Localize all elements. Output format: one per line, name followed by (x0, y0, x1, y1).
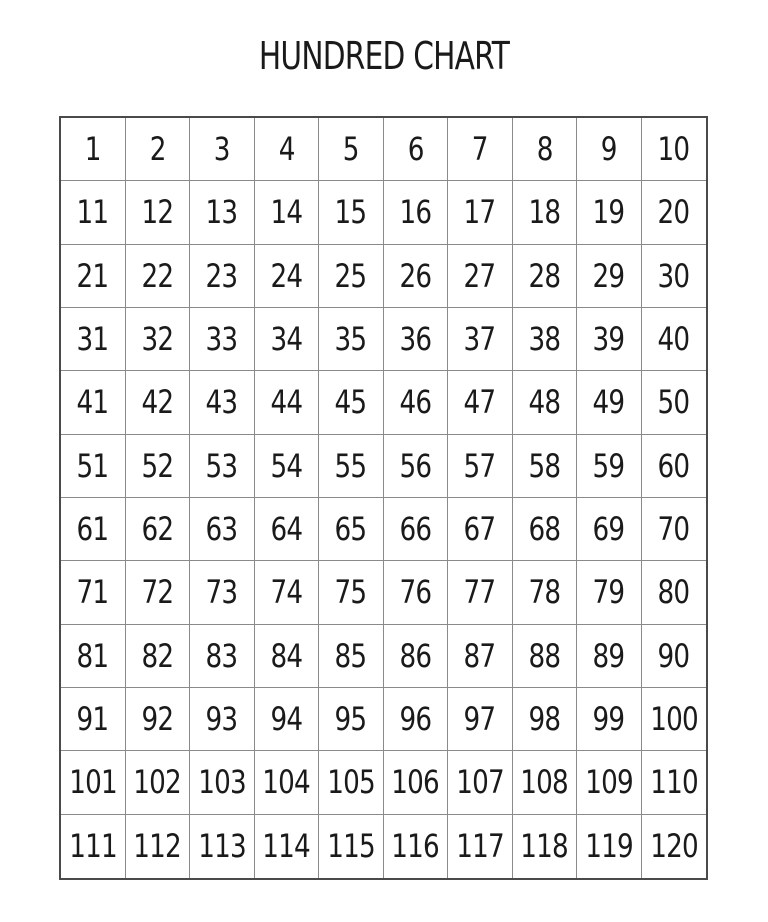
number-cell (126, 625, 191, 688)
number-cell (513, 561, 578, 624)
number-label: 22 (141, 256, 174, 295)
number-cell (319, 118, 384, 181)
number-label: 14 (270, 193, 303, 232)
number-cell (255, 245, 320, 308)
number-label: 1 (84, 130, 101, 169)
number-label: 105 (326, 763, 375, 802)
number-label: 111 (68, 827, 117, 866)
number-cell (642, 498, 707, 561)
number-cell (577, 498, 642, 561)
number-label: 59 (592, 446, 625, 485)
number-label: 33 (205, 320, 238, 359)
page-title: HUNDRED CHART (258, 34, 510, 78)
number-cell (126, 815, 191, 878)
number-cell (190, 498, 255, 561)
number-label: 76 (399, 573, 432, 612)
number-cell (126, 561, 191, 624)
number-cell (190, 308, 255, 371)
number-cell (61, 118, 126, 181)
number-label: 29 (592, 256, 625, 295)
number-cell (513, 751, 578, 814)
number-label: 56 (399, 446, 432, 485)
hundred-chart-grid (59, 116, 708, 880)
number-cell (577, 118, 642, 181)
number-label: 26 (399, 256, 432, 295)
number-label: 38 (528, 320, 561, 359)
number-cell (513, 435, 578, 498)
number-label: 53 (205, 446, 238, 485)
number-label: 114 (262, 827, 311, 866)
number-cell (642, 815, 707, 878)
number-cell (61, 688, 126, 751)
number-label: 92 (141, 700, 174, 739)
number-cell (255, 371, 320, 434)
number-label: 35 (334, 320, 367, 359)
number-cell (384, 371, 449, 434)
number-cell (190, 815, 255, 878)
number-label: 71 (76, 573, 109, 612)
number-cell (513, 498, 578, 561)
number-label: 84 (270, 636, 303, 675)
number-cell (190, 118, 255, 181)
number-label: 2 (149, 130, 166, 169)
number-cell (319, 561, 384, 624)
number-label: 99 (592, 700, 625, 739)
number-cell (190, 625, 255, 688)
number-label: 42 (141, 383, 174, 422)
number-label: 83 (205, 636, 238, 675)
number-label: 34 (270, 320, 303, 359)
number-cell (448, 625, 513, 688)
number-label: 117 (455, 827, 504, 866)
number-label: 62 (141, 510, 174, 549)
number-cell (190, 561, 255, 624)
number-cell (255, 815, 320, 878)
number-cell (126, 498, 191, 561)
number-cell (126, 308, 191, 371)
number-cell (384, 498, 449, 561)
number-cell (577, 371, 642, 434)
number-cell (126, 435, 191, 498)
number-label: 10 (657, 130, 690, 169)
number-label: 78 (528, 573, 561, 612)
number-cell (384, 561, 449, 624)
number-label: 93 (205, 700, 238, 739)
number-cell (448, 751, 513, 814)
number-cell (577, 751, 642, 814)
number-label: 88 (528, 636, 561, 675)
number-cell (642, 308, 707, 371)
number-cell (319, 371, 384, 434)
number-label: 102 (133, 763, 182, 802)
number-label: 94 (270, 700, 303, 739)
number-label: 79 (592, 573, 625, 612)
number-cell (642, 435, 707, 498)
number-cell (642, 245, 707, 308)
number-label: 18 (528, 193, 561, 232)
number-label: 48 (528, 383, 561, 422)
number-label: 98 (528, 700, 561, 739)
number-cell (448, 308, 513, 371)
number-cell (448, 815, 513, 878)
number-cell (319, 245, 384, 308)
number-label: 17 (463, 193, 496, 232)
number-cell (190, 751, 255, 814)
number-label: 52 (141, 446, 174, 485)
number-cell (384, 688, 449, 751)
number-label: 112 (133, 827, 182, 866)
number-cell (642, 118, 707, 181)
number-cell (577, 815, 642, 878)
number-cell (577, 625, 642, 688)
number-label: 41 (76, 383, 109, 422)
number-cell (577, 688, 642, 751)
number-label: 51 (76, 446, 109, 485)
number-cell (384, 815, 449, 878)
number-label: 116 (391, 827, 440, 866)
number-cell (448, 371, 513, 434)
number-cell (319, 751, 384, 814)
number-cell (255, 118, 320, 181)
number-label: 54 (270, 446, 303, 485)
number-label: 6 (407, 130, 424, 169)
number-cell (61, 245, 126, 308)
number-cell (384, 435, 449, 498)
number-cell (61, 561, 126, 624)
number-label: 28 (528, 256, 561, 295)
number-label: 103 (197, 763, 246, 802)
number-cell (513, 688, 578, 751)
number-label: 36 (399, 320, 432, 359)
number-cell (642, 625, 707, 688)
number-label: 15 (334, 193, 367, 232)
number-cell (255, 625, 320, 688)
number-label: 40 (657, 320, 690, 359)
number-cell (126, 751, 191, 814)
number-label: 73 (205, 573, 238, 612)
number-cell (126, 245, 191, 308)
number-cell (61, 751, 126, 814)
number-label: 46 (399, 383, 432, 422)
number-label: 91 (76, 700, 109, 739)
number-label: 11 (76, 193, 109, 232)
number-label: 101 (68, 763, 117, 802)
number-label: 70 (657, 510, 690, 549)
number-cell (448, 245, 513, 308)
number-label: 60 (657, 446, 690, 485)
number-cell (61, 181, 126, 244)
number-label: 20 (657, 193, 690, 232)
number-cell (513, 371, 578, 434)
number-label: 50 (657, 383, 690, 422)
number-label: 110 (649, 763, 698, 802)
number-cell (126, 688, 191, 751)
number-cell (448, 118, 513, 181)
number-label: 3 (213, 130, 230, 169)
number-label: 80 (657, 573, 690, 612)
number-label: 77 (463, 573, 496, 612)
number-cell (384, 751, 449, 814)
number-label: 85 (334, 636, 367, 675)
number-cell (642, 751, 707, 814)
number-cell (384, 181, 449, 244)
number-cell (513, 245, 578, 308)
number-cell (577, 181, 642, 244)
number-cell (255, 688, 320, 751)
number-label: 32 (141, 320, 174, 359)
number-cell (319, 308, 384, 371)
number-cell (190, 688, 255, 751)
number-label: 104 (262, 763, 311, 802)
number-label: 90 (657, 636, 690, 675)
number-cell (61, 815, 126, 878)
number-label: 89 (592, 636, 625, 675)
number-label: 106 (391, 763, 440, 802)
number-label: 49 (592, 383, 625, 422)
number-cell (126, 118, 191, 181)
number-cell (190, 435, 255, 498)
number-cell (513, 625, 578, 688)
number-label: 58 (528, 446, 561, 485)
number-label: 69 (592, 510, 625, 549)
number-cell (577, 245, 642, 308)
number-cell (513, 181, 578, 244)
number-cell (319, 498, 384, 561)
number-cell (513, 308, 578, 371)
number-cell (255, 751, 320, 814)
number-label: 25 (334, 256, 367, 295)
number-cell (255, 498, 320, 561)
number-cell (190, 181, 255, 244)
number-label: 95 (334, 700, 367, 739)
number-cell (642, 371, 707, 434)
number-cell (190, 245, 255, 308)
number-label: 63 (205, 510, 238, 549)
number-label: 65 (334, 510, 367, 549)
number-cell (61, 498, 126, 561)
number-label: 66 (399, 510, 432, 549)
number-cell (448, 435, 513, 498)
number-cell (448, 498, 513, 561)
number-cell (448, 561, 513, 624)
number-label: 64 (270, 510, 303, 549)
number-cell (61, 625, 126, 688)
number-label: 61 (76, 510, 109, 549)
number-label: 21 (76, 256, 109, 295)
number-label: 57 (463, 446, 496, 485)
number-label: 27 (463, 256, 496, 295)
number-label: 97 (463, 700, 496, 739)
number-label: 68 (528, 510, 561, 549)
number-cell (190, 371, 255, 434)
number-label: 81 (76, 636, 109, 675)
number-label: 107 (455, 763, 504, 802)
number-label: 37 (463, 320, 496, 359)
number-label: 74 (270, 573, 303, 612)
number-label: 16 (399, 193, 432, 232)
number-cell (255, 561, 320, 624)
number-label: 96 (399, 700, 432, 739)
number-cell (642, 561, 707, 624)
number-cell (384, 625, 449, 688)
number-label: 86 (399, 636, 432, 675)
number-label: 87 (463, 636, 496, 675)
number-cell (61, 371, 126, 434)
number-label: 82 (141, 636, 174, 675)
number-label: 8 (536, 130, 553, 169)
number-label: 47 (463, 383, 496, 422)
number-label: 45 (334, 383, 367, 422)
number-cell (642, 181, 707, 244)
number-cell (642, 688, 707, 751)
number-cell (255, 181, 320, 244)
number-cell (384, 118, 449, 181)
number-label: 13 (205, 193, 238, 232)
number-label: 120 (649, 827, 698, 866)
number-label: 67 (463, 510, 496, 549)
number-cell (61, 308, 126, 371)
number-label: 23 (205, 256, 238, 295)
number-label: 115 (326, 827, 375, 866)
number-label: 43 (205, 383, 238, 422)
number-cell (319, 181, 384, 244)
number-label: 7 (471, 130, 488, 169)
number-label: 109 (584, 763, 633, 802)
number-cell (319, 625, 384, 688)
number-label: 118 (520, 827, 569, 866)
number-cell (255, 308, 320, 371)
number-cell (126, 181, 191, 244)
number-cell (513, 815, 578, 878)
number-cell (319, 688, 384, 751)
number-cell (577, 308, 642, 371)
number-label: 19 (592, 193, 625, 232)
number-label: 113 (197, 827, 246, 866)
number-cell (126, 371, 191, 434)
number-cell (255, 435, 320, 498)
number-cell (448, 181, 513, 244)
number-cell (577, 435, 642, 498)
number-label: 30 (657, 256, 690, 295)
number-cell (513, 118, 578, 181)
number-cell (384, 308, 449, 371)
number-cell (319, 435, 384, 498)
number-label: 31 (76, 320, 109, 359)
number-label: 12 (141, 193, 174, 232)
number-cell (384, 245, 449, 308)
number-cell (448, 688, 513, 751)
number-label: 39 (592, 320, 625, 359)
number-label: 24 (270, 256, 303, 295)
number-label: 72 (141, 573, 174, 612)
number-label: 119 (584, 827, 633, 866)
number-cell (61, 435, 126, 498)
number-label: 5 (342, 130, 359, 169)
number-label: 75 (334, 573, 367, 612)
number-cell (319, 815, 384, 878)
number-label: 108 (520, 763, 569, 802)
number-cell (577, 561, 642, 624)
number-label: 100 (649, 700, 698, 739)
number-label: 4 (278, 130, 295, 169)
number-label: 55 (334, 446, 367, 485)
number-label: 44 (270, 383, 303, 422)
number-label: 9 (600, 130, 617, 169)
